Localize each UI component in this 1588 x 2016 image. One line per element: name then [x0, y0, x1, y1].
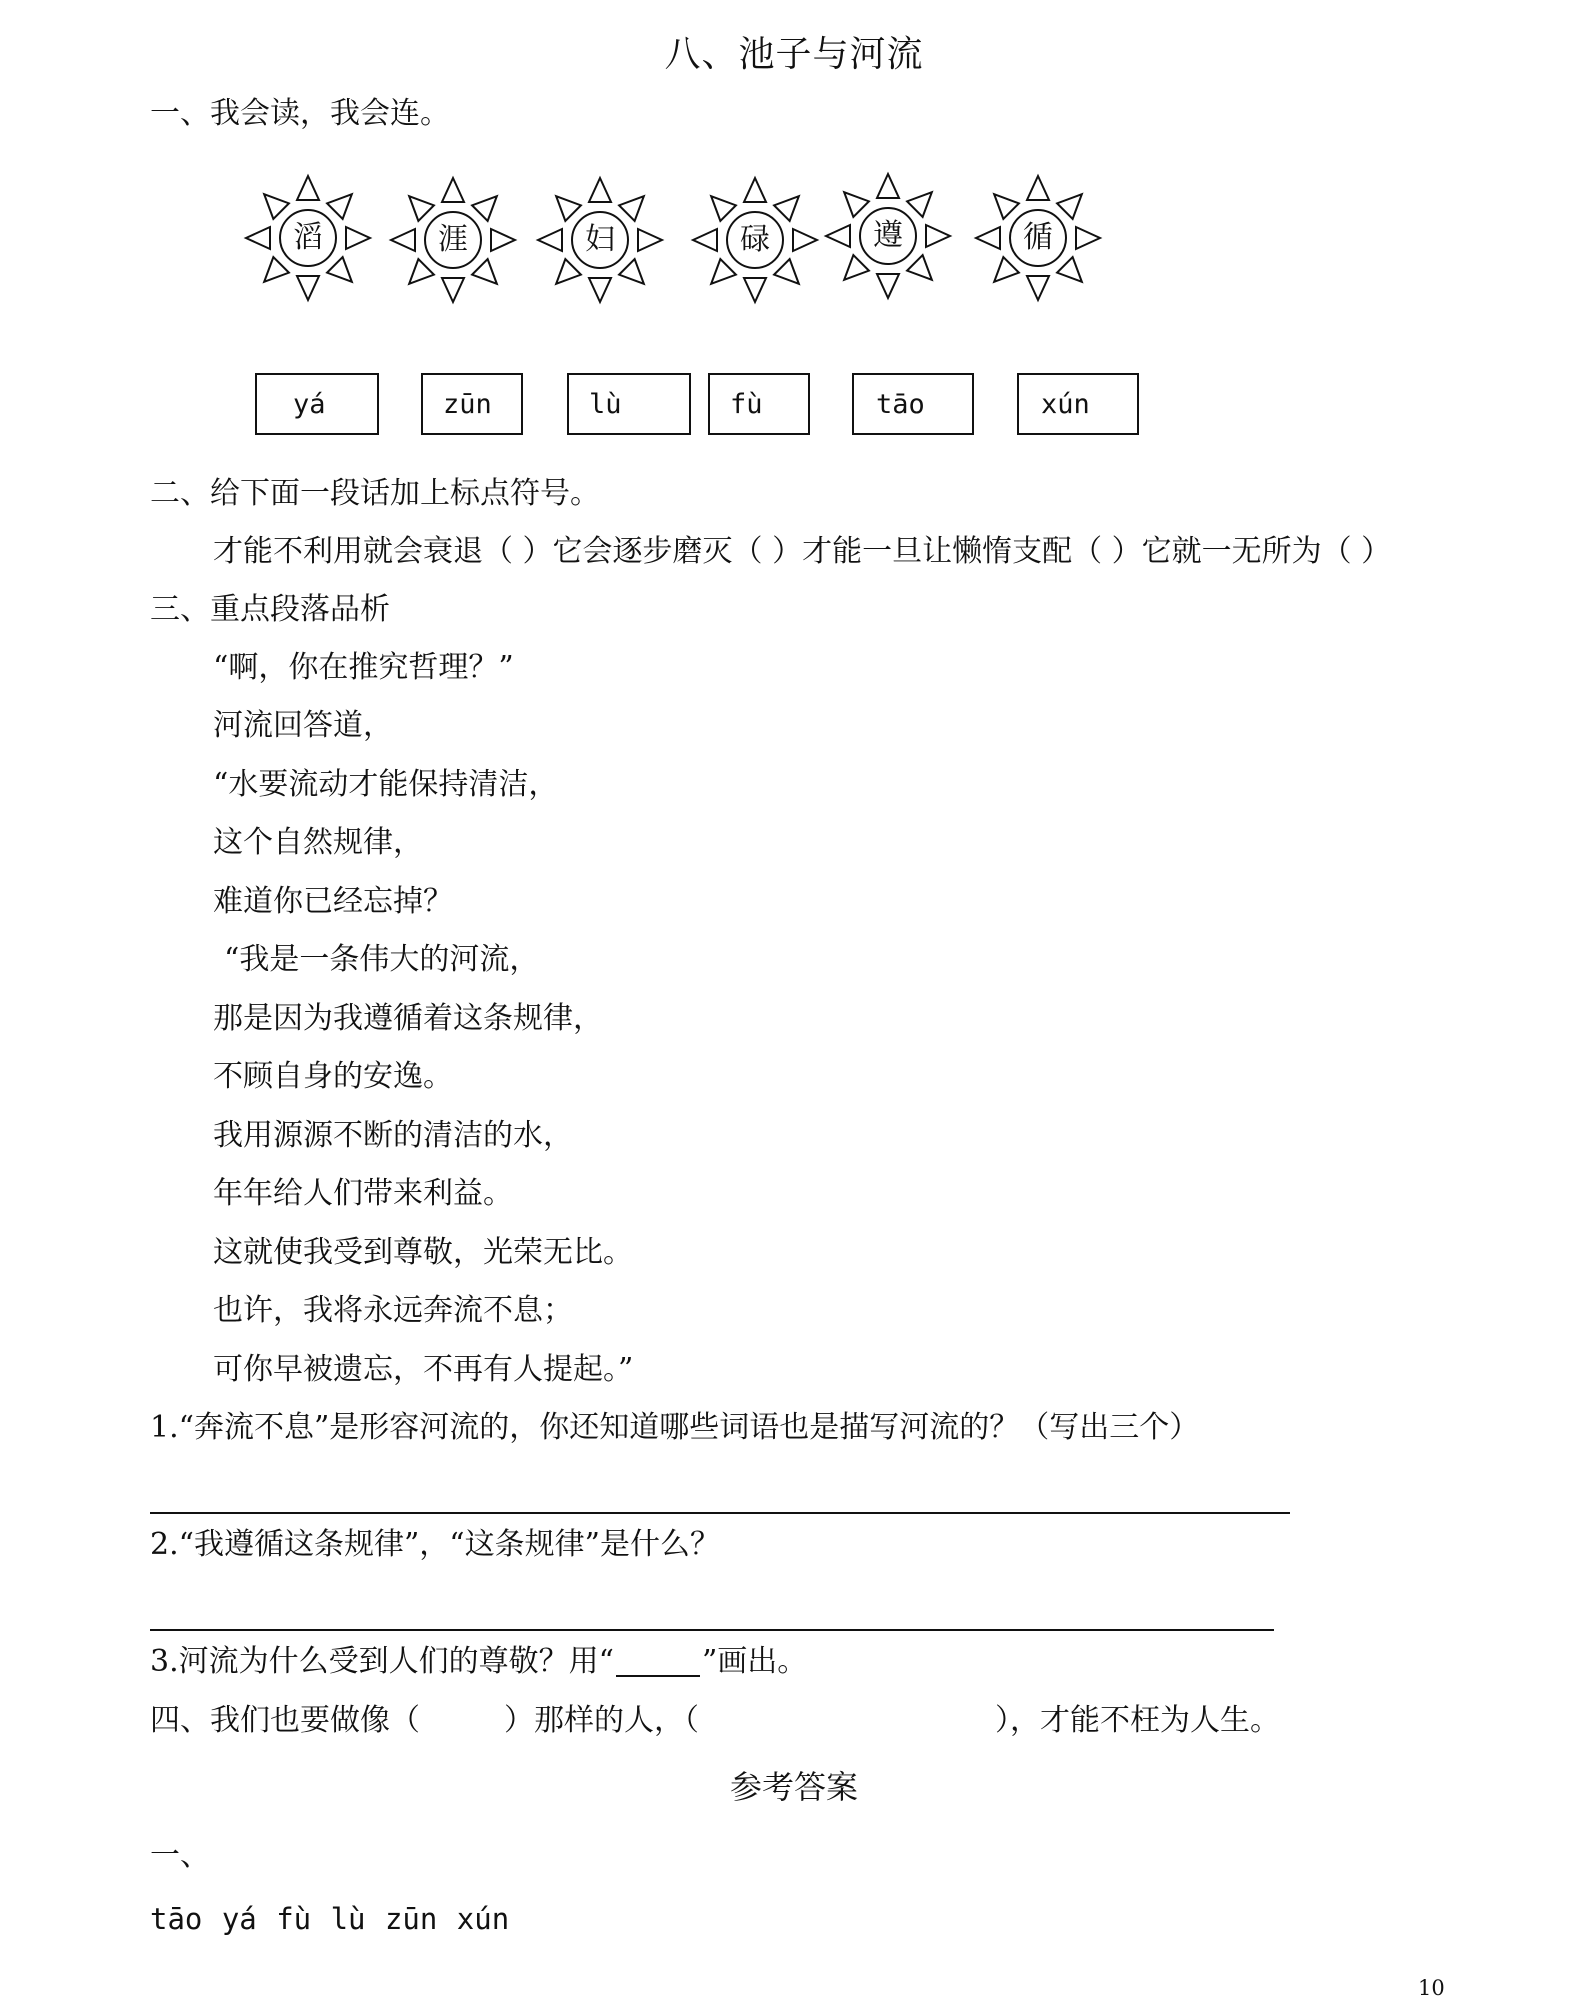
page-title: 八、池子与河流 [664, 34, 924, 75]
section4-fill-in [150, 1701, 1280, 1741]
answers-section1-label: 一、 [150, 1838, 210, 1873]
question-3-text: 3.河流为什么受到人们的尊敬？用“ [150, 1644, 614, 1679]
underline-mark [616, 1645, 700, 1677]
section3-heading: 三、重点段落品析 [150, 592, 390, 627]
answer-line-2[interactable] [150, 1629, 1274, 1631]
section4-part1: 四、我们也要做像（ [150, 1703, 420, 1738]
pinyin-box[interactable]: tāo [852, 373, 974, 435]
passage-line: 也许，我将永远奔流不息； [213, 1293, 573, 1328]
passage-line: “水要流动才能保持清洁， [213, 767, 559, 802]
sun-character: 滔 [293, 220, 323, 255]
passage-line: 河流回答道， [213, 708, 393, 743]
sun-character: 碌 [740, 222, 770, 257]
question-3-text-end: ”画出。 [701, 1644, 808, 1679]
question-3 [150, 1642, 807, 1682]
passage-line: 年年给人们带来利益。 [213, 1176, 513, 1211]
sun-character-card [685, 170, 825, 310]
passage-line: 这个自然规律， [213, 825, 423, 860]
sun-character-card [968, 168, 1108, 308]
passage-line: 那是因为我遵循着这条规律， [213, 1001, 603, 1036]
answers-heading: 参考答案 [729, 1768, 858, 1806]
passage-line: “我是一条伟大的河流， [224, 942, 540, 977]
section4-part3: ），才能不枉为人生。 [995, 1703, 1280, 1738]
sun-character: 涯 [438, 222, 468, 257]
pinyin-box[interactable]: zūn [421, 373, 523, 435]
section4-part2: ）那样的人，（ [504, 1703, 699, 1738]
sun-character-card [383, 170, 523, 310]
passage-line: 难道你已经忘掉？ [213, 884, 453, 919]
answers-pinyin: tāo yá fù lù zūn xún [150, 1902, 510, 1936]
pinyin-box[interactable]: fù [708, 373, 810, 435]
passage-line: 我用源源不断的清洁的水， [213, 1118, 573, 1153]
passage-line: 这就使我受到尊敬，光荣无比。 [213, 1235, 633, 1270]
sun-character: 循 [1023, 220, 1053, 255]
section2-heading: 二、给下面一段话加上标点符号。 [150, 476, 600, 511]
punctuation-sentence: 才能不利用就会衰退（ ）它会逐步磨灭（ ）才能一旦让懒惰支配（ ）它就一无所为（ ） [213, 534, 1392, 569]
passage-line: 可你早被遗忘，不再有人提起。” [213, 1352, 634, 1387]
passage-line: 不顾自身的安逸。 [213, 1059, 453, 1094]
sun-character: 遵 [873, 218, 903, 253]
answer-line-1[interactable] [150, 1512, 1290, 1514]
pinyin-box[interactable]: yá [255, 373, 379, 435]
pinyin-box[interactable]: lù [567, 373, 691, 435]
sun-character: 妇 [585, 222, 615, 257]
section1-heading: 一、我会读，我会连。 [150, 96, 450, 131]
pinyin-box[interactable]: xún [1017, 373, 1139, 435]
page-number: 10 [1418, 1976, 1445, 2000]
sun-characters-row [0, 160, 1588, 320]
question-1: 1.“奔流不息”是形容河流的，你还知道哪些词语也是描写河流的？（写出三个） [150, 1410, 1200, 1445]
passage-line: “啊，你在推究哲理？” [213, 650, 514, 685]
sun-character-card [530, 170, 670, 310]
question-2: 2.“我遵循这条规律”，“这条规律”是什么？ [150, 1527, 720, 1562]
sun-character-card [238, 168, 378, 308]
sun-character-card [818, 166, 958, 306]
